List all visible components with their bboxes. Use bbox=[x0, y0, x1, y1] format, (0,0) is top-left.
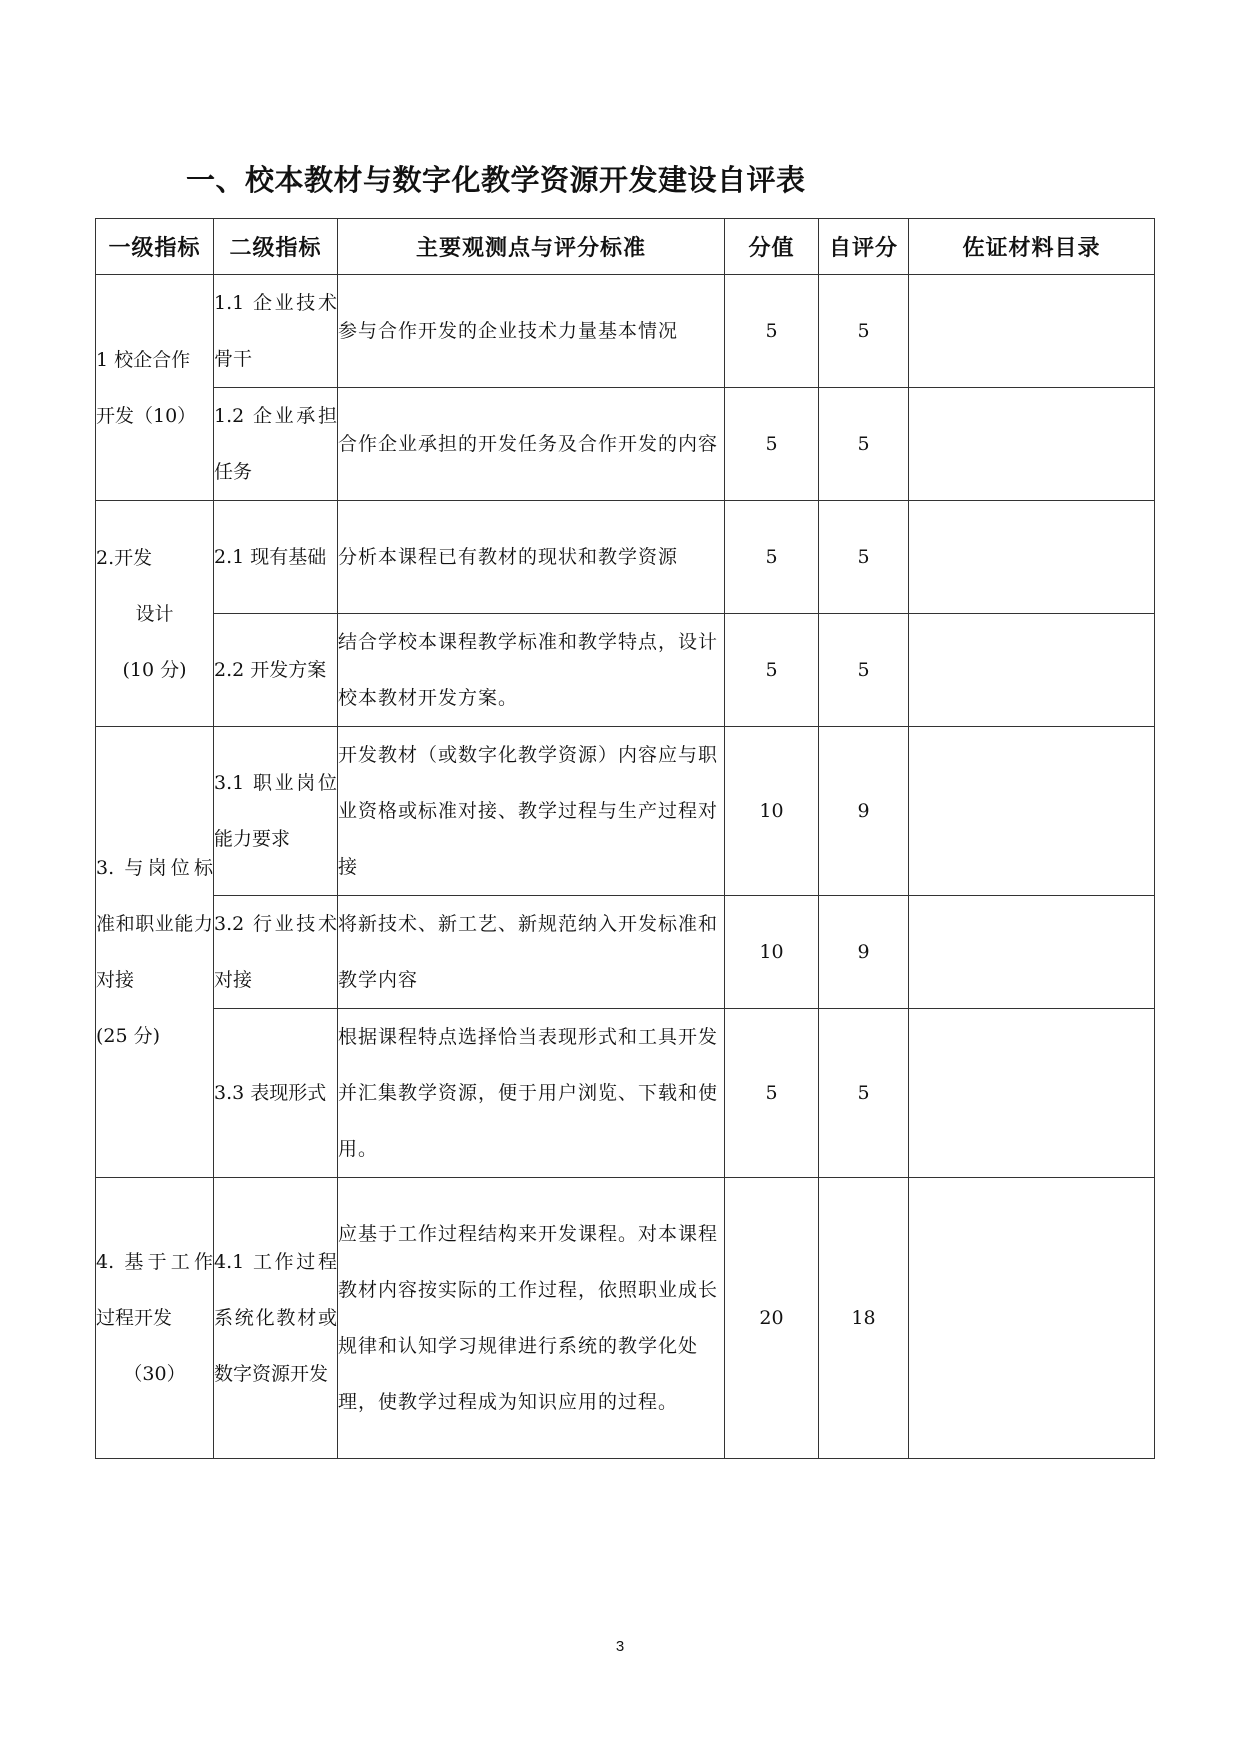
criteria-cell: 结合学校本课程教学标准和教学特点，设计校本教材开发方案。 bbox=[338, 614, 725, 727]
lvl1-label-line: 4. 基于工作过程开发 bbox=[96, 1251, 213, 1329]
self-score-cell: 5 bbox=[819, 501, 909, 614]
criteria-cell: 合作企业承担的开发任务及合作开发的内容 bbox=[338, 388, 725, 501]
lvl2-cell: 4.1 工作过程系统化教材或数字资源开发 bbox=[214, 1178, 338, 1459]
criteria-cell: 开发教材（或数字化教学资源）内容应与职业资格或标准对接、教学过程与生产过程对接 bbox=[338, 727, 725, 896]
evidence-cell bbox=[909, 501, 1155, 614]
lvl2-cell: 1.2 企业承担任务 bbox=[214, 388, 338, 501]
table-row bbox=[96, 1009, 1155, 1178]
self-score-cell: 18 bbox=[819, 1178, 909, 1459]
lvl1-label-line: 2.开发 bbox=[96, 546, 153, 569]
evidence-cell bbox=[909, 1178, 1155, 1459]
header-evidence: 佐证材料目录 bbox=[909, 219, 1155, 275]
lvl2-cell: 3.2 行业技术对接 bbox=[214, 896, 338, 1009]
evidence-cell bbox=[909, 727, 1155, 896]
self-score-cell: 5 bbox=[819, 614, 909, 727]
table-row bbox=[96, 896, 1155, 1009]
criteria-cell: 分析本课程已有教材的现状和教学资源 bbox=[338, 501, 725, 614]
score-cell: 5 bbox=[725, 1009, 819, 1178]
header-criteria: 主要观测点与评分标准 bbox=[338, 219, 725, 275]
lvl1-label-line: 3. 与岗位标准和职业能力对接 bbox=[96, 857, 213, 991]
self-score-cell: 5 bbox=[819, 1009, 909, 1178]
criteria-cell: 根据课程特点选择恰当表现形式和工具开发并汇集教学资源，便于用户浏览、下载和使用。 bbox=[338, 1009, 725, 1178]
lvl1-cell bbox=[96, 727, 214, 1178]
lvl2-cell: 1.1 企业技术骨干 bbox=[214, 275, 338, 388]
lvl2-cell: 2.2 开发方案 bbox=[214, 614, 338, 727]
header-score: 分值 bbox=[725, 219, 819, 275]
score-cell: 10 bbox=[725, 727, 819, 896]
header-row bbox=[96, 219, 1155, 275]
lvl2-cell: 2.1 现有基础 bbox=[214, 501, 338, 614]
table-row bbox=[96, 727, 1155, 896]
header-self-score: 自评分 bbox=[819, 219, 909, 275]
criteria-cell: 参与合作开发的企业技术力量基本情况 bbox=[338, 275, 725, 388]
self-score-cell: 5 bbox=[819, 388, 909, 501]
self-score-cell: 5 bbox=[819, 275, 909, 388]
lvl1-label-line: 设计 bbox=[135, 602, 174, 625]
evidence-cell bbox=[909, 388, 1155, 501]
table-row bbox=[96, 388, 1155, 501]
criteria-cell: 应基于工作过程结构来开发课程。对本课程教材内容按实际的工作过程，依照职业成长规律和认知学习规律进行系统的教学化处理，使教学过程成为知识应用的过程。 bbox=[338, 1178, 725, 1459]
score-cell: 20 bbox=[725, 1178, 819, 1459]
lvl1-label-line: 开发（10） bbox=[96, 404, 197, 427]
table-row bbox=[96, 614, 1155, 727]
self-score-cell: 9 bbox=[819, 896, 909, 1009]
table-row bbox=[96, 275, 1155, 388]
evidence-cell bbox=[909, 1009, 1155, 1178]
score-cell: 5 bbox=[725, 501, 819, 614]
score-cell: 10 bbox=[725, 896, 819, 1009]
lvl1-cell bbox=[96, 275, 214, 501]
self-evaluation-table bbox=[95, 218, 1155, 1459]
evidence-cell bbox=[909, 896, 1155, 1009]
evidence-cell bbox=[909, 614, 1155, 727]
header-lvl1: 一级指标 bbox=[96, 219, 214, 275]
page-title: 一、校本教材与数字化教学资源开发建设自评表 bbox=[186, 163, 806, 197]
lvl2-cell: 3.1 职业岗位能力要求 bbox=[214, 727, 338, 896]
score-cell: 5 bbox=[725, 614, 819, 727]
table-row bbox=[96, 501, 1155, 614]
score-cell: 5 bbox=[725, 388, 819, 501]
lvl1-label-line: 1 校企合作 bbox=[96, 348, 191, 371]
score-cell: 5 bbox=[725, 275, 819, 388]
lvl2-cell: 3.3 表现形式 bbox=[214, 1009, 338, 1178]
lvl1-label-line: （30） bbox=[123, 1363, 186, 1385]
page-number: 3 bbox=[615, 1638, 625, 1655]
table-row bbox=[96, 1178, 1155, 1459]
self-score-cell: 9 bbox=[819, 727, 909, 896]
lvl1-label-line: (10 分) bbox=[122, 658, 187, 681]
criteria-cell: 将新技术、新工艺、新规范纳入开发标准和教学内容 bbox=[338, 896, 725, 1009]
lvl1-cell bbox=[96, 501, 214, 727]
lvl1-label-line: (25 分) bbox=[96, 1025, 161, 1047]
header-lvl2: 二级指标 bbox=[214, 219, 338, 275]
lvl1-cell bbox=[96, 1178, 214, 1459]
evidence-cell bbox=[909, 275, 1155, 388]
